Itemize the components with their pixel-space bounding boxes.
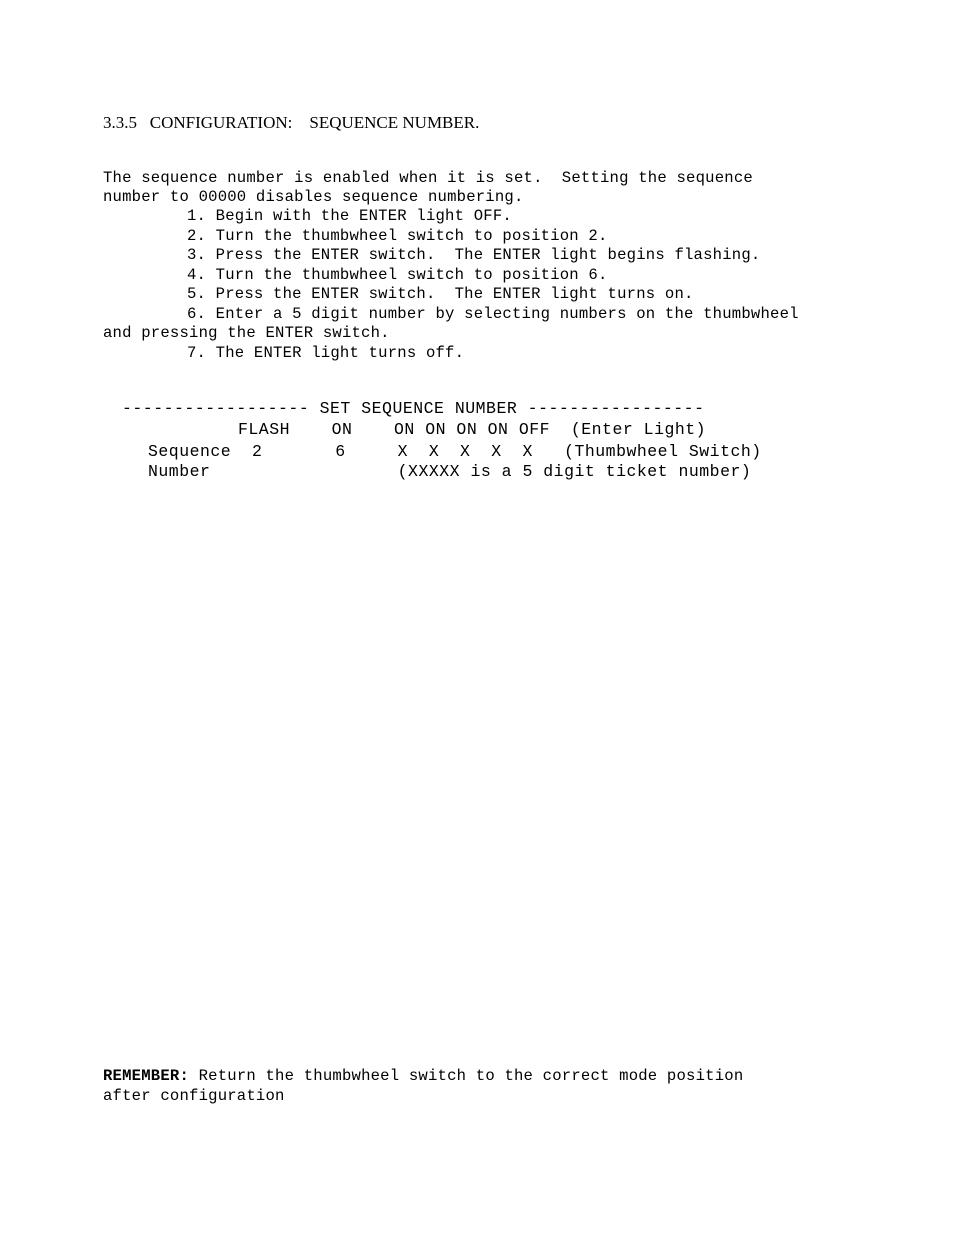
table-row-thumbwheel: Sequence 2 6 X X X X X (Thumbwheel Switch) <box>148 442 762 461</box>
table-row-enter-light: FLASH ON ON ON ON ON OFF (Enter Light) <box>238 420 707 439</box>
step-5: 5. Press the ENTER switch. The ENTER light turns on. <box>187 285 694 303</box>
remember-note <box>103 1067 743 1086</box>
table-header: ------------------ SET SEQUENCE NUMBER ----------------- <box>122 399 705 418</box>
step-6: 6. Enter a 5 digit number by selecting numbers on the thumbwheel <box>187 305 799 323</box>
step-4: 4. Turn the thumbwheel switch to position 6. <box>187 266 608 284</box>
remember-text: Return the thumbwheel switch to the correct mode position <box>189 1067 744 1085</box>
intro-line-1: The sequence number is enabled when it is set. Setting the sequence <box>103 169 753 187</box>
remember-note-line-2: after configuration <box>103 1087 285 1105</box>
step-6-continuation: and pressing the ENTER switch. <box>103 324 390 342</box>
remember-label: REMEMBER: <box>103 1067 190 1085</box>
intro-line-2: number to 00000 disables sequence numbering. <box>103 188 524 206</box>
step-7: 7. The ENTER light turns off. <box>187 344 465 362</box>
step-2: 2. Turn the thumbwheel switch to position 2. <box>187 227 608 245</box>
table-row-note: Number (XXXXX is a 5 digit ticket number) <box>148 462 752 481</box>
section-heading: 3.3.5 CONFIGURATION: SEQUENCE NUMBER. <box>103 113 480 132</box>
step-1: 1. Begin with the ENTER light OFF. <box>187 207 512 225</box>
step-3: 3. Press the ENTER switch. The ENTER light begins flashing. <box>187 246 761 264</box>
